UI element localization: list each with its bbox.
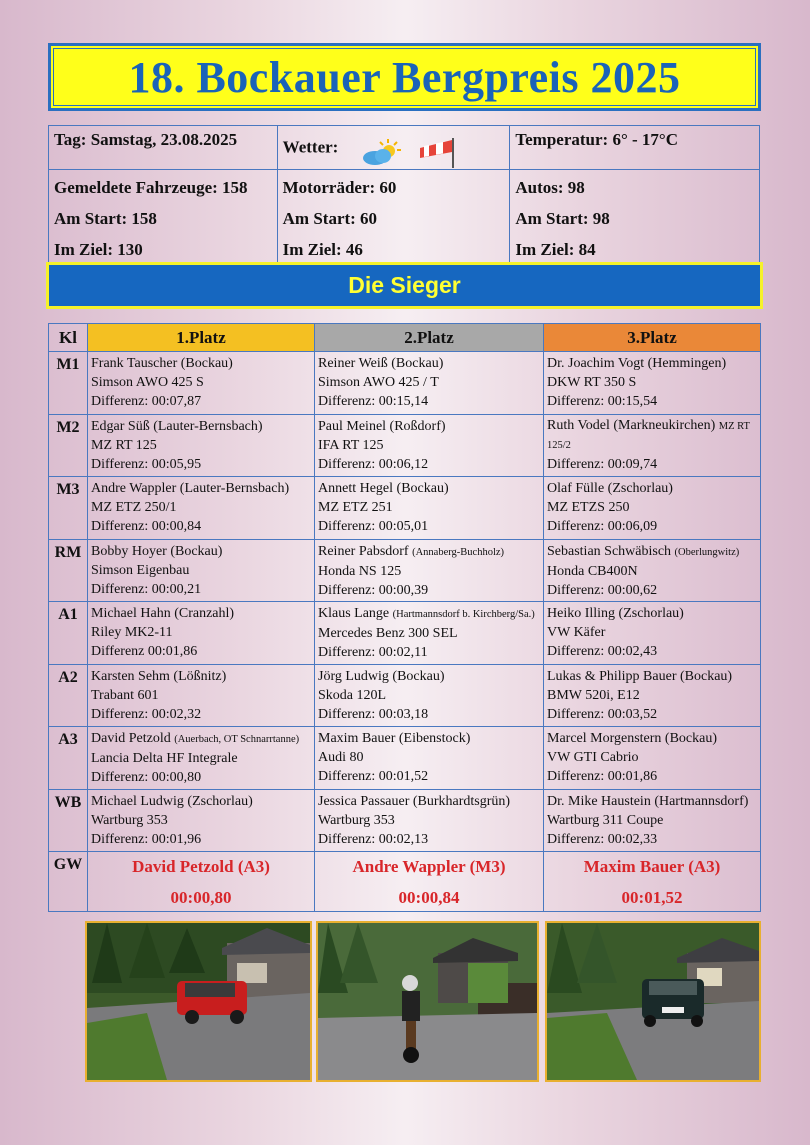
time-difference: Differenz: 00:02,33 xyxy=(547,831,658,847)
header-third-place: 3.Platz xyxy=(544,324,761,352)
cars-finished: Im Ziel: 84 xyxy=(515,240,596,259)
time-difference: Differenz: 00:00,80 xyxy=(91,770,202,785)
driver-name xyxy=(91,667,311,686)
vehicle: Wartburg 353 xyxy=(91,812,168,828)
result-cell-p1 xyxy=(88,727,315,790)
time-difference: Differenz: 00:00,62 xyxy=(547,582,658,598)
class-label: A1 xyxy=(49,602,88,665)
motorcycles-registered: Motorräder: 60 xyxy=(282,178,397,197)
class-label: WB xyxy=(49,789,88,852)
table-row xyxy=(49,727,761,790)
driver-place: (Hartmannsdorf b. Kirchberg/Sa.) xyxy=(392,609,535,620)
event-info-table xyxy=(48,125,760,268)
photo-motorcycle xyxy=(316,921,539,1082)
winners-banner xyxy=(46,262,763,309)
driver-name-text: Reiner Weiß (Bockau) xyxy=(318,356,444,371)
driver-name-text: Annett Hegel (Bockau) xyxy=(318,481,449,496)
driver-name xyxy=(318,417,540,436)
result-cell-p2 xyxy=(315,477,544,540)
time-difference: Differenz: 00:02,11 xyxy=(318,645,428,660)
vehicle: Riley MK2-11 xyxy=(91,625,173,640)
cars-registered: Autos: 98 xyxy=(515,178,585,197)
vehicle: MZ ETZ 250/1 xyxy=(91,500,177,515)
result-cell-p3 xyxy=(544,727,761,790)
time-difference: Differenz: 00:09,74 xyxy=(547,456,658,472)
time-difference: Differenz: 00:07,87 xyxy=(91,394,202,409)
time-difference: Differenz: 00:01,86 xyxy=(547,769,658,784)
vehicle-inline: MZ RT 125/2 xyxy=(547,420,750,451)
driver-name-text: Karsten Sehm (Lößnitz) xyxy=(91,668,227,684)
result-cell-p2 xyxy=(315,789,544,852)
vehicle: Simson AWO 425 / T xyxy=(318,375,439,390)
vehicle: Honda NS 125 xyxy=(318,563,402,579)
driver-name-text: Paul Meinel (Roßdorf) xyxy=(318,418,446,434)
vehicle: BMW 520i, E12 xyxy=(547,687,640,703)
header-first-place: 1.Platz xyxy=(88,324,315,352)
vehicle: Simson AWO 425 S xyxy=(91,375,204,390)
driver-name xyxy=(318,729,540,748)
overall-winner-p3 xyxy=(544,852,761,912)
total-vehicles-cell xyxy=(49,170,278,268)
driver-name-text: Maxim Bauer (Eibenstock) xyxy=(318,731,471,746)
driver-name xyxy=(318,667,540,686)
class-label: A3 xyxy=(49,727,88,790)
class-label: A2 xyxy=(49,664,88,727)
driver-name xyxy=(318,792,540,811)
table-row xyxy=(49,602,761,665)
table-row xyxy=(49,477,761,540)
result-cell-p3 xyxy=(544,352,761,415)
registered-total: Gemeldete Fahrzeuge: 158 xyxy=(54,178,248,197)
vehicle: Mercedes Benz 300 SEL xyxy=(318,626,458,641)
driver-name xyxy=(91,792,311,811)
table-row xyxy=(49,789,761,852)
table-row xyxy=(49,539,761,602)
result-cell-p1 xyxy=(88,602,315,665)
time-difference: Differenz: 00:06,09 xyxy=(547,519,658,534)
time-difference: Differenz: 00:15,14 xyxy=(318,394,429,409)
header-class: Kl xyxy=(49,324,88,352)
windsock-icon xyxy=(417,136,457,173)
driver-name-text: Edgar Süß (Lauter-Bernsbach) xyxy=(91,418,263,434)
vehicle: MZ ETZ 251 xyxy=(318,500,393,515)
result-cell-p1 xyxy=(88,352,315,415)
overall-winner-name: Maxim Bauer (A3) xyxy=(583,857,721,876)
table-row xyxy=(49,414,761,477)
driver-name xyxy=(91,542,311,561)
result-cell-p1 xyxy=(88,477,315,540)
driver-name-text: Michael Ludwig (Zschorlau) xyxy=(91,793,253,809)
time-difference: Differenz: 00:02,32 xyxy=(91,706,202,722)
vehicle: Lancia Delta HF Integrale xyxy=(91,751,238,766)
time-difference: Differenz: 00:02,13 xyxy=(318,831,429,847)
driver-name-text: David Petzold xyxy=(91,731,171,746)
driver-name xyxy=(91,479,311,498)
time-difference: Differenz: 00:01,96 xyxy=(91,831,202,847)
table-row xyxy=(49,664,761,727)
weather-label: Wetter: xyxy=(282,137,339,157)
result-cell-p1 xyxy=(88,539,315,602)
vehicle: MZ RT 125 xyxy=(91,437,157,453)
overall-winner-name: David Petzold (A3) xyxy=(132,857,270,876)
result-cell-p2 xyxy=(315,414,544,477)
time-difference: Differenz: 00:01,52 xyxy=(318,769,429,784)
driver-name xyxy=(547,792,757,811)
time-difference: Differenz: 00:15,54 xyxy=(547,394,658,409)
date-cell xyxy=(49,126,278,170)
class-label: GW xyxy=(49,852,88,912)
table-row xyxy=(49,352,761,415)
driver-name-text: Andre Wappler (Lauter-Bernsbach) xyxy=(91,481,290,496)
result-cell-p2 xyxy=(315,539,544,602)
page-title: 18. Bockauer Bergpreis 2025 xyxy=(128,52,681,102)
time-difference: Differenz: 00:02,43 xyxy=(547,644,658,659)
temperature-text: Temperatur: 6° - 17°C xyxy=(515,130,678,149)
result-cell-p3 xyxy=(544,602,761,665)
vehicle: DKW RT 350 S xyxy=(547,375,637,390)
photo-audi xyxy=(545,921,761,1082)
driver-name-text: Reiner Pabsdorf xyxy=(318,543,409,559)
driver-name xyxy=(547,729,757,748)
time-difference: Differenz: 00:06,12 xyxy=(318,456,429,472)
title-banner xyxy=(48,43,761,111)
driver-name xyxy=(91,604,311,623)
cars-started: Am Start: 98 xyxy=(515,209,610,228)
result-cell-p2 xyxy=(315,727,544,790)
vehicle: MZ ETZS 250 xyxy=(547,500,630,515)
result-cell-p3 xyxy=(544,414,761,477)
time-difference: Differenz: 00:00,21 xyxy=(91,581,202,597)
driver-name xyxy=(91,729,311,749)
result-cell-p2 xyxy=(315,352,544,415)
results-table xyxy=(48,323,761,912)
vehicle: IFA RT 125 xyxy=(318,437,384,453)
motorcycles-cell xyxy=(277,170,510,268)
driver-name xyxy=(547,667,757,686)
vehicle: Trabant 601 xyxy=(91,687,159,703)
photo-red-lancia xyxy=(85,921,312,1082)
driver-name-text: Lukas & Philipp Bauer (Bockau) xyxy=(547,668,733,684)
driver-name-text: Dr. Joachim Vogt (Hemmingen) xyxy=(547,356,727,371)
result-cell-p1 xyxy=(88,414,315,477)
result-cell-p3 xyxy=(544,477,761,540)
result-cell-p3 xyxy=(544,664,761,727)
driver-name-text: Bobby Hoyer (Bockau) xyxy=(91,543,223,559)
driver-name-text: Marcel Morgenstern (Bockau) xyxy=(547,731,718,746)
result-cell-p1 xyxy=(88,664,315,727)
motorcycles-started: Am Start: 60 xyxy=(282,209,378,228)
vehicle: Wartburg 311 Coupe xyxy=(547,812,664,828)
finished-total: Im Ziel: 130 xyxy=(54,240,143,259)
overall-winner-time: 00:00,84 xyxy=(398,888,460,907)
time-difference: Differenz 00:01,86 xyxy=(91,644,198,659)
driver-name xyxy=(91,354,311,373)
driver-name xyxy=(318,479,540,498)
driver-name-text: Ruth Vodel (Markneukirchen) xyxy=(547,417,716,433)
time-difference: Differenz: 00:00,84 xyxy=(91,519,202,534)
driver-place: (Oberlungwitz) xyxy=(674,546,740,558)
results-header-row xyxy=(49,324,761,352)
driver-name xyxy=(547,604,757,623)
driver-name-text: Olaf Fülle (Zschorlau) xyxy=(547,481,673,496)
driver-name-text: Sebastian Schwäbisch xyxy=(547,543,672,559)
class-label: RM xyxy=(49,539,88,602)
temperature-cell xyxy=(510,126,760,170)
started-total: Am Start: 158 xyxy=(54,209,157,228)
driver-name xyxy=(318,542,540,562)
driver-name-text: Jessica Passauer (Burkhardtsgrün) xyxy=(318,793,511,809)
overall-winner-time: 00:01,52 xyxy=(621,888,683,907)
driver-name-text: Michael Hahn (Cranzahl) xyxy=(91,606,235,621)
driver-name xyxy=(547,354,757,373)
date-text: Tag: Samstag, 23.08.2025 xyxy=(54,130,238,149)
time-difference: Differenz: 00:00,39 xyxy=(318,582,429,598)
result-cell-p3 xyxy=(544,539,761,602)
time-difference: Differenz: 00:05,95 xyxy=(91,456,202,472)
driver-name xyxy=(91,417,311,436)
driver-name xyxy=(318,604,540,624)
sun-cloud-icon xyxy=(361,138,403,171)
class-label: M2 xyxy=(49,414,88,477)
time-difference: Differenz: 00:03,52 xyxy=(547,706,658,722)
motorcycles-finished: Im Ziel: 46 xyxy=(282,240,363,259)
result-cell-p2 xyxy=(315,664,544,727)
driver-place: (Auerbach, OT Schnarrtanne) xyxy=(174,734,300,745)
driver-place: (Annaberg-Buchholz) xyxy=(412,546,505,558)
result-cell-p1 xyxy=(88,789,315,852)
weather-cell xyxy=(277,126,510,170)
overall-winner-time: 00:00,80 xyxy=(170,888,232,907)
driver-name-text: Heiko Illing (Zschorlau) xyxy=(547,606,684,621)
driver-name xyxy=(318,354,540,373)
time-difference: Differenz: 00:05,01 xyxy=(318,519,429,534)
overall-winner-p2 xyxy=(315,852,544,912)
overall-winner-row xyxy=(49,852,761,912)
vehicle: VW Käfer xyxy=(547,625,606,640)
driver-name xyxy=(547,542,757,562)
time-difference: Differenz: 00:03,18 xyxy=(318,706,429,722)
header-second-place: 2.Platz xyxy=(315,324,544,352)
driver-name xyxy=(547,479,757,498)
vehicle: Honda CB400N xyxy=(547,563,638,579)
vehicle: Skoda 120L xyxy=(318,687,387,703)
cars-cell xyxy=(510,170,760,268)
driver-name-text: Dr. Mike Haustein (Hartmannsdorf) xyxy=(547,793,749,809)
class-label: M3 xyxy=(49,477,88,540)
driver-name-text: Frank Tauscher (Bockau) xyxy=(91,356,233,371)
result-cell-p2 xyxy=(315,602,544,665)
vehicle: Wartburg 353 xyxy=(318,812,395,828)
vehicle: Simson Eigenbau xyxy=(91,562,190,578)
driver-name-text: Klaus Lange xyxy=(318,606,390,621)
winners-heading: Die Sieger xyxy=(348,272,461,298)
result-cell-p3 xyxy=(544,789,761,852)
driver-name xyxy=(547,417,757,455)
class-label: M1 xyxy=(49,352,88,415)
overall-winner-p1 xyxy=(88,852,315,912)
driver-name-text: Jörg Ludwig (Bockau) xyxy=(318,668,445,684)
overall-winner-name: Andre Wappler (M3) xyxy=(352,857,506,876)
vehicle: Audi 80 xyxy=(318,750,364,765)
vehicle: VW GTI Cabrio xyxy=(547,750,639,765)
